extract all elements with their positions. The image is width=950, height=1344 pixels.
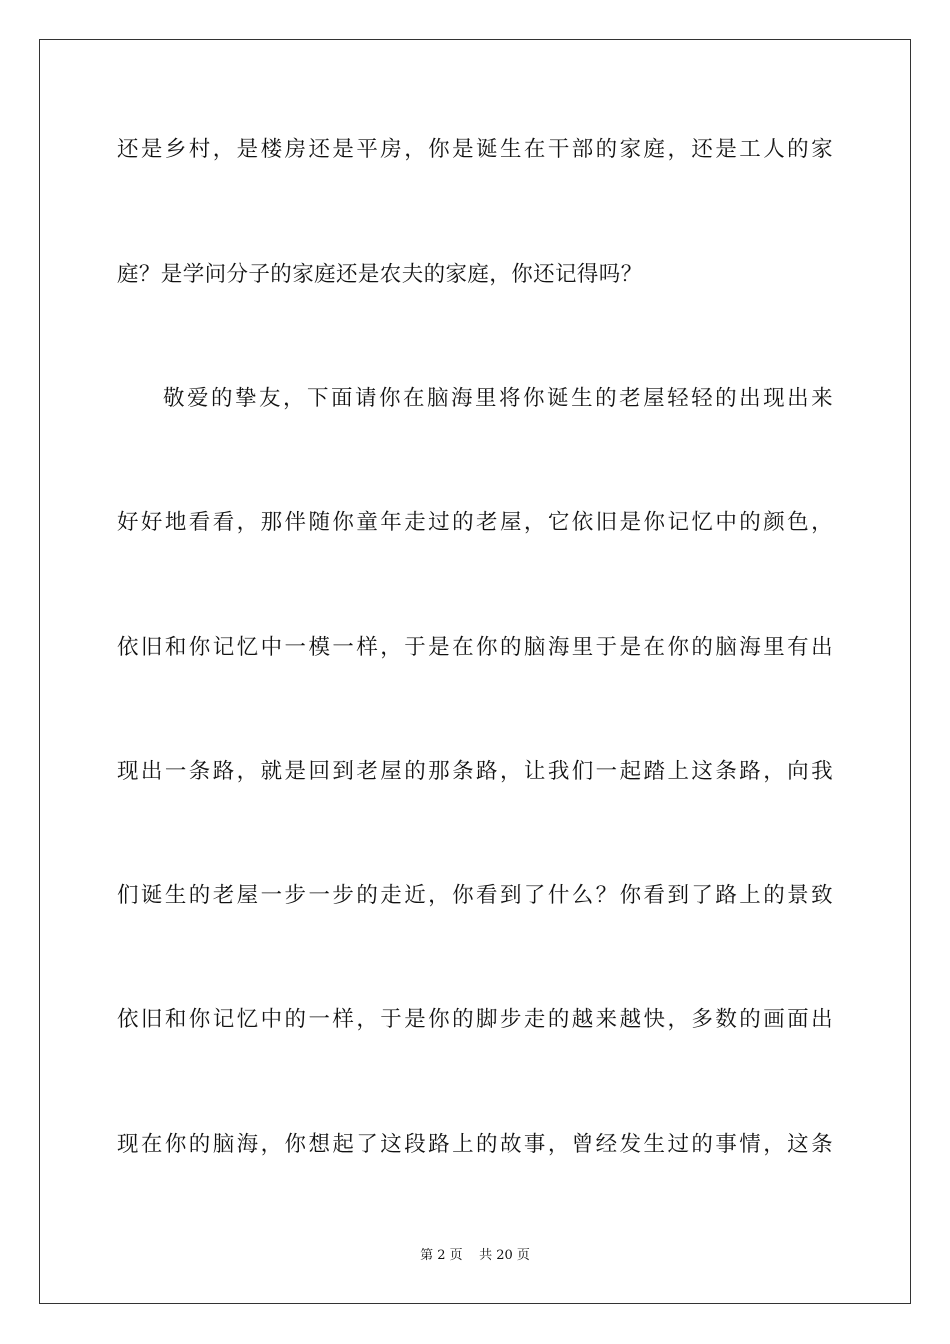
body-text-line: 们诞生的老屋一步一步的走近，你看到了什么？你看到了路上的景致 — [117, 883, 833, 908]
paragraph-start-line: 敬爱的挚友，下面请你在脑海里将你诞生的老屋轻轻的出现出来 — [163, 386, 833, 411]
body-text-line: 现出一条路，就是回到老屋的那条路，让我们一起踏上这条路，向我 — [117, 759, 833, 784]
body-text-line: 现在你的脑海，你想起了这段路上的故事，曾经发生过的事情，这条 — [117, 1132, 833, 1157]
body-text-line: 好好地看看，那伴随你童年走过的老屋，它依旧是你记忆中的颜色， — [117, 510, 833, 535]
body-text-line: 依旧和你记忆中的一样，于是你的脚步走的越来越快，多数的画面出 — [117, 1007, 833, 1032]
body-text-line: 还是乡村，是楼房还是平房，你是诞生在干部的家庭，还是工人的家 — [117, 137, 833, 162]
page-border — [39, 39, 911, 1304]
page-number-footer: 第 2 页 共 20 页 — [420, 1248, 530, 1263]
body-text-line: 庭？是学问分子的家庭还是农夫的家庭，你还记得吗？ — [117, 262, 643, 287]
body-text-line: 依旧和你记忆中一模一样，于是在你的脑海里于是在你的脑海里有出 — [117, 635, 833, 660]
